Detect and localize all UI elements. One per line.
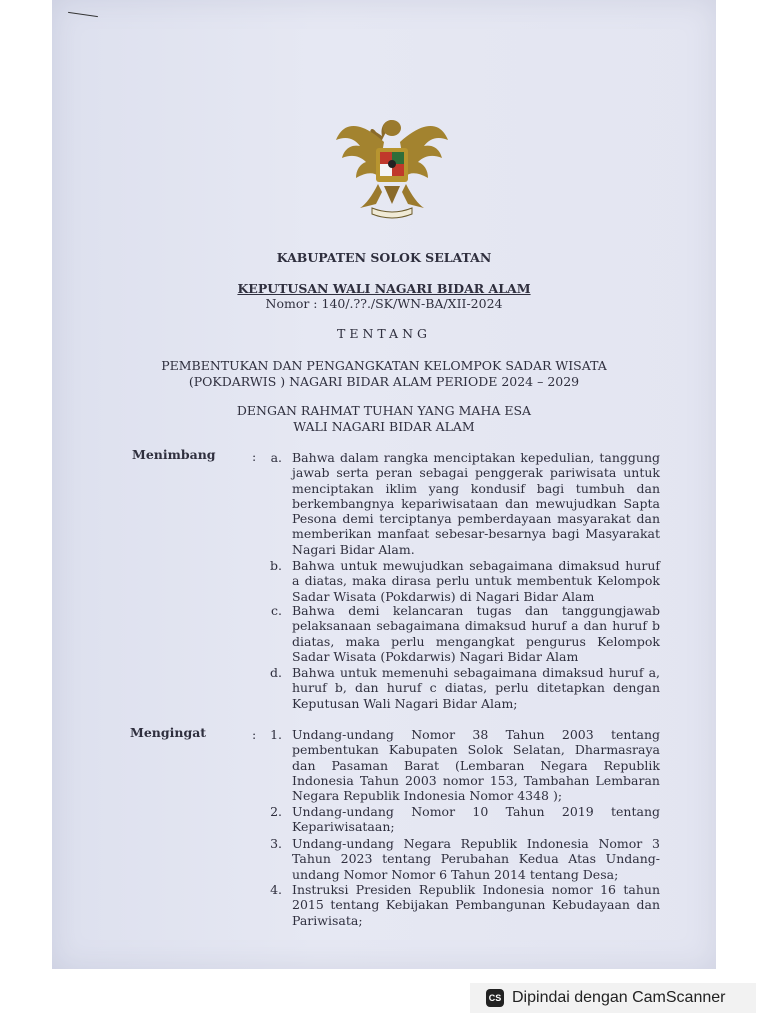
camscanner-label: Dipindai dengan CamScanner bbox=[512, 989, 726, 1006]
menimbang-item-a: Bahwa dalam rangka menciptakan kepedulian, tanggung jawab serta peran sebagai penggerak pariwisata untuk menciptakan iklim yang kondusif bagi tumbuh dan berkembangnya kepariwisataan dan mewujudkan Sapta Pesona demi terciptanya pemberdayaan masyarakat dan memberikan manfaat sebesar-besarnya bagi Masyarakat Nagari Bidar Alam. bbox=[292, 450, 660, 557]
menimbang-marker-b: b. bbox=[270, 558, 282, 573]
about-heading: TENTANG bbox=[336, 326, 431, 341]
decree-number: Nomor : 140/.??./SK/WN-BA/XII-2024 bbox=[265, 296, 503, 311]
subject-line-1: PEMBENTUKAN DAN PENGANGKATAN KELOMPOK SADAR WISATA bbox=[161, 358, 607, 373]
menimbang-label: Menimbang bbox=[132, 447, 216, 462]
mengingat-item-3: Undang-undang Negara Republik Indonesia Nomor 3 Tahun 2023 tentang Perubahan Kedua Atas Undang-undang Nomor Nomor 6 Tahun 2014 tentang Desa; bbox=[292, 836, 660, 882]
mengingat-item-1: Undang-undang Nomor 38 Tahun 2003 tentang pembentukan Kabupaten Solok Selatan, Dharmasraya dan Pasaman Barat (Lembaran Negara Republik Indonesia Tahun 2003 nomor 153, Tambahan Lembaran Negara Republik Indonesia Nomor 4348 ); bbox=[292, 727, 660, 804]
mengingat-marker-4: 4. bbox=[270, 882, 282, 897]
garuda-emblem bbox=[332, 112, 452, 224]
scanned-page bbox=[52, 0, 716, 969]
mengingat-marker-3: 3. bbox=[270, 836, 282, 851]
menimbang-marker-d: d. bbox=[270, 665, 282, 680]
subject-line-2: (POKDARWIS ) NAGARI BIDAR ALAM PERIODE 2024 – 2029 bbox=[188, 374, 580, 389]
menimbang-colon: : bbox=[252, 449, 257, 464]
menimbang-marker-c: c. bbox=[271, 603, 282, 618]
camscanner-icon: CS bbox=[486, 989, 504, 1007]
mengingat-marker-1: 1. bbox=[270, 727, 282, 742]
regency-heading: KABUPATEN SOLOK SELATAN bbox=[276, 250, 492, 265]
mengingat-item-4: Instruksi Presiden Republik Indonesia nomor 16 tahun 2015 tentang Kebijakan Pembangunan Kebudayaan dan Pariwisata; bbox=[292, 882, 660, 928]
mengingat-marker-2: 2. bbox=[270, 804, 282, 819]
mengingat-colon: : bbox=[252, 727, 257, 742]
pen-mark bbox=[68, 12, 98, 17]
mengingat-label: Mengingat bbox=[130, 725, 207, 740]
decree-title: KEPUTUSAN WALI NAGARI BIDAR ALAM bbox=[237, 281, 531, 296]
menimbang-marker-a: a. bbox=[270, 450, 282, 465]
official-line: WALI NAGARI BIDAR ALAM bbox=[293, 419, 475, 434]
blessing-line: DENGAN RAHMAT TUHAN YANG MAHA ESA bbox=[236, 403, 532, 418]
menimbang-item-d: Bahwa untuk memenuhi sebagaimana dimaksud huruf a, huruf b, dan huruf c diatas, perlu ditetapkan dengan Keputusan Wali Nagari Bidar Alam; bbox=[292, 665, 660, 711]
menimbang-item-c: Bahwa demi kelancaran tugas dan tanggungjawab pelaksanaan sebagaimana dimaksud huruf a dan huruf b diatas, maka perlu mengangkat pengurus Kelompok Sadar Wisata (Pokdarwis) Nagari Bidar Alam bbox=[292, 603, 660, 664]
mengingat-item-2: Undang-undang Nomor 10 Tahun 2019 tentang Kepariwisataan; bbox=[292, 804, 660, 835]
camscanner-badge bbox=[470, 983, 756, 1013]
menimbang-item-b: Bahwa untuk mewujudkan sebagaimana dimaksud huruf a diatas, maka dirasa perlu untuk membentuk Kelompok Sadar Wisata (Pokdarwis) di Nagari Bidar Alam bbox=[292, 558, 660, 604]
